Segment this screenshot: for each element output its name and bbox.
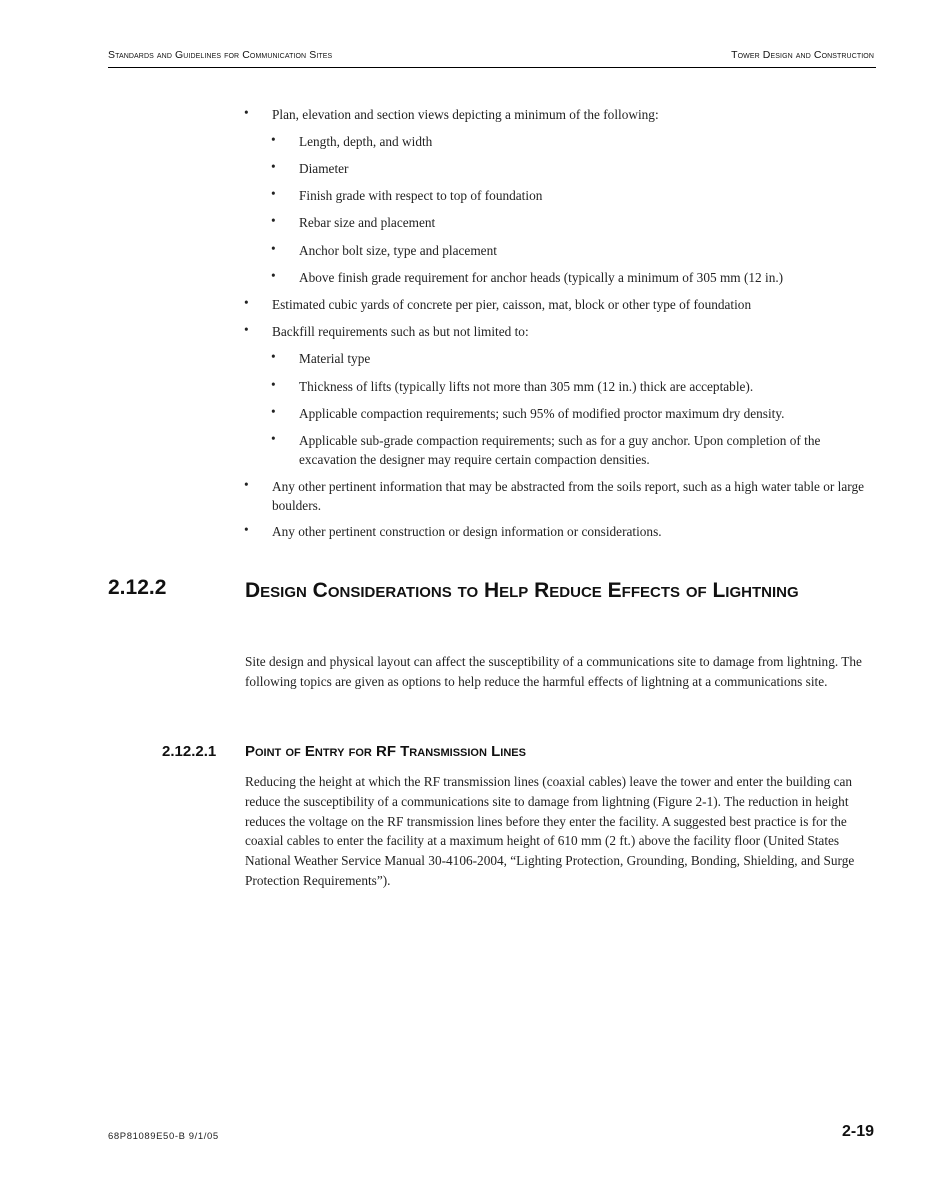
section-number: 2.12.2	[108, 576, 167, 599]
list-item-text: Diameter	[299, 161, 349, 176]
document-id: 68P81089E50-B 9/1/05	[108, 1131, 219, 1142]
list-item-text: Length, depth, and width	[299, 134, 433, 149]
list-item-text: Backfill requirements such as but not limited to:	[272, 324, 529, 339]
subsection-title: Point of Entry for RF Transmission Lines	[245, 743, 526, 760]
bullet-icon: •	[244, 522, 249, 537]
bullet-icon: •	[271, 349, 276, 364]
list-item-text: Above finish grade requirement for anchor heads (typically a minimum of 305 mm (12 in.)	[299, 270, 784, 285]
bullet-icon: •	[271, 132, 276, 147]
list-item-text: Any other pertinent construction or design information or considerations.	[272, 524, 662, 539]
bullet-icon: •	[271, 186, 276, 201]
bullet-icon: •	[244, 477, 249, 492]
bullet-icon: •	[271, 404, 276, 419]
bullet-icon: •	[271, 431, 276, 446]
bullet-icon: •	[244, 295, 249, 310]
list-item-text: Thickness of lifts (typically lifts not more than 305 mm (12 in.) thick are acceptable).	[299, 379, 754, 394]
list-item-text: Finish grade with respect to top of foundation	[299, 188, 543, 203]
page-number: 2-19	[841, 1123, 874, 1140]
bullet-icon: •	[271, 159, 276, 174]
running-header-right: Tower Design and Construction	[731, 49, 874, 61]
running-header-left: Standards and Guidelines for Communication Sites	[108, 49, 333, 61]
list-item-text: Applicable sub-grade compaction requirements; such as for a guy anchor. Upon completion of the excavation the designer may require certain compaction densities.	[299, 433, 821, 467]
list-item-text: Estimated cubic yards of concrete per pier, caisson, mat, block or other type of foundation	[272, 297, 752, 312]
subsection-number: 2.12.2.1	[162, 743, 217, 760]
list-item-text: Rebar size and placement	[299, 215, 436, 230]
list-item-text: Anchor bolt size, type and placement	[299, 243, 497, 258]
bullet-icon: •	[271, 377, 276, 392]
list-item-text: Any other pertinent information that may be abstracted from the soils report, such as a high water table or large boulders.	[272, 479, 865, 513]
list-item-text: Applicable compaction requirements; such 95% of modified proctor maximum dry density.	[299, 406, 785, 421]
bullet-icon: •	[271, 241, 276, 256]
section-title: Design Considerations to Help Reduce Effects of Lightning	[245, 579, 799, 602]
list-item-text: Plan, elevation and section views depicting a minimum of the following:	[272, 107, 659, 122]
section-body: Site design and physical layout can affect the susceptibility of a communications site to damage from lightning. The following topics are given as options to help reduce the harmful effects of lightning at a communications site.	[245, 654, 862, 689]
bullet-icon: •	[244, 322, 249, 337]
bullet-icon: •	[271, 213, 276, 228]
list-item-text: Material type	[299, 351, 371, 366]
subsection-body: Reducing the height at which the RF transmission lines (coaxial cables) leave the tower and enter the building can reduce the susceptibility of a communications site to damage from lightning (Figure 2-1). The reduction in height reduces the voltage on the RF transmission lines before they enter the facility. A suggested best practice is for the coaxial cables to enter the facility at a maximum height of 610 mm (2 ft.) above the facility floor (United States National Weather Service Manual 30-4106-2004, “Lighting Protection, Grounding, Bonding, Shielding, and Surge Protection Requirements”).	[245, 774, 855, 888]
bullet-icon: •	[244, 105, 249, 120]
header-rule	[108, 67, 876, 68]
bullet-icon: •	[271, 268, 276, 283]
